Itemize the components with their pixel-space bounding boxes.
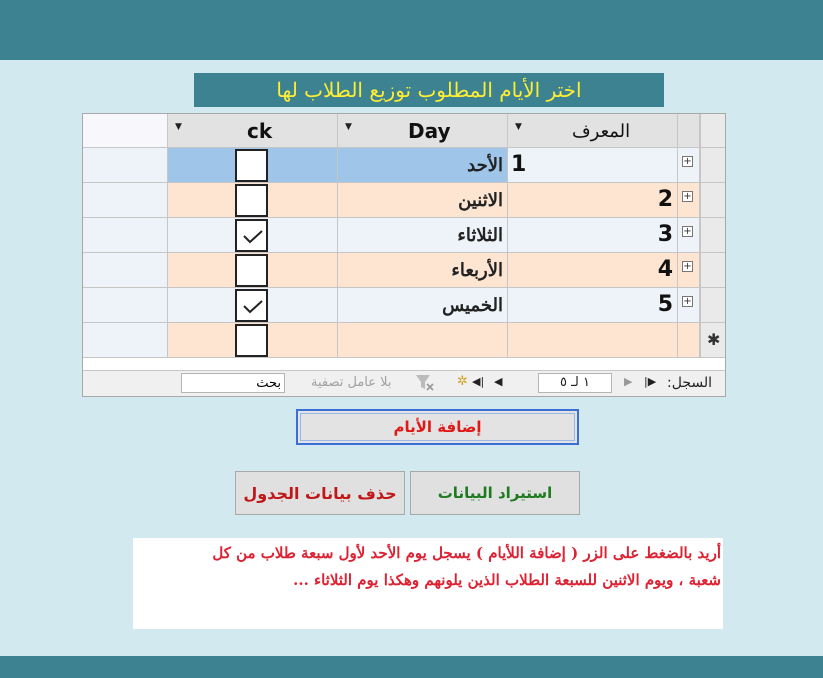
next-record-icon[interactable]: ◀	[494, 375, 503, 388]
day-cell[interactable]	[338, 183, 508, 218]
day-value: الأربعاء	[451, 260, 503, 281]
id-value: 2	[657, 187, 673, 212]
sort-arrow-icon[interactable]: ▼	[515, 122, 522, 132]
previous-record-icon[interactable]: ▶	[624, 375, 633, 388]
row-selector[interactable]	[700, 218, 726, 253]
day-cell[interactable]	[338, 288, 508, 323]
form-title: اختر الأيام المطلوب توزيع الطلاب لها	[194, 73, 664, 107]
new-expand-cell	[678, 323, 700, 358]
day-value: الاثنين	[458, 190, 503, 211]
sort-arrow-icon[interactable]: ▼	[345, 122, 352, 132]
ck-checkbox[interactable]	[235, 149, 268, 182]
row-selector[interactable]	[700, 253, 726, 288]
instruction-note	[133, 538, 723, 629]
ck-checkbox[interactable]	[235, 254, 268, 287]
delete-table-data-button[interactable]: حذف بيانات الجدول	[235, 471, 405, 515]
day-cell[interactable]	[338, 148, 508, 183]
ck-cell[interactable]	[168, 148, 338, 183]
id-cell[interactable]	[508, 253, 678, 288]
id-cell[interactable]	[508, 218, 678, 253]
no-filter-icon[interactable]	[415, 374, 435, 392]
day-cell[interactable]	[338, 218, 508, 253]
row-expand-cell	[678, 183, 700, 218]
first-record-icon[interactable]: |▶	[644, 375, 657, 388]
row-selector[interactable]	[700, 288, 726, 323]
row-left-gutter	[83, 253, 168, 288]
add-days-button[interactable]: إضافة الأيام	[296, 409, 579, 445]
ck-checkbox[interactable]	[235, 324, 268, 357]
column-header-ck[interactable]	[168, 114, 338, 148]
plus-expand-icon[interactable]: +	[683, 226, 692, 237]
day-cell[interactable]	[338, 253, 508, 288]
id-value: 3	[657, 222, 673, 247]
bottom-banner	[0, 656, 823, 678]
ck-checkbox[interactable]	[235, 289, 268, 322]
id-cell[interactable]	[508, 288, 678, 323]
record-navigation-bar	[83, 370, 725, 396]
row-left-gutter	[83, 288, 168, 323]
new-day-cell[interactable]	[338, 323, 508, 358]
day-value: الثلاثاء	[457, 225, 503, 246]
new-ck-cell[interactable]	[168, 323, 338, 358]
column-header-ck-label: ck	[247, 119, 273, 143]
grid-corner-cell	[83, 114, 168, 148]
plus-expand-icon[interactable]: +	[683, 261, 692, 272]
row-expand-cell	[678, 288, 700, 323]
new-record-icon: ✱	[707, 330, 721, 349]
ck-cell[interactable]	[168, 218, 338, 253]
plus-expand-icon[interactable]: +	[683, 296, 692, 307]
plus-expand-icon[interactable]: +	[683, 191, 692, 202]
days-datasheet[interactable]	[82, 113, 726, 397]
import-data-button[interactable]: استيراد البيانات	[410, 471, 580, 515]
row-expand-cell	[678, 148, 700, 183]
new-id-cell[interactable]	[508, 323, 678, 358]
ck-cell[interactable]	[168, 288, 338, 323]
sort-arrow-icon[interactable]: ▼	[175, 122, 182, 132]
row-left-gutter	[83, 323, 168, 358]
id-value: 5	[657, 292, 673, 317]
row-expand-cell	[678, 218, 700, 253]
note-line-1: أريد بالضغط على الزر ( إضافة اللأيام ) يسجل يوم الأحد لأول سبعة طلاب من كل	[212, 544, 721, 562]
column-header-day-label: Day	[408, 119, 451, 143]
row-selector[interactable]	[700, 148, 726, 183]
ck-cell[interactable]	[168, 253, 338, 288]
plus-expand-icon[interactable]: +	[683, 156, 692, 167]
record-label: السجل:	[667, 375, 713, 391]
row-left-gutter	[83, 183, 168, 218]
filter-status-label[interactable]: بلا عامل تصفية	[311, 375, 392, 390]
search-input[interactable]	[181, 373, 285, 393]
day-value: الأحد	[467, 155, 503, 176]
record-count-value: ١ لـ ٥	[538, 373, 612, 393]
note-line-2: شعبة ، ويوم الاثنين للسبعة الطلاب الذين يلونهم وهكذا يوم الثلاثاء ...	[293, 571, 721, 589]
expand-column-header	[678, 114, 700, 148]
row-expand-cell	[678, 253, 700, 288]
id-cell[interactable]	[508, 148, 678, 183]
checkmark-icon	[243, 230, 263, 244]
row-selector[interactable]	[700, 183, 726, 218]
select-all-corner[interactable]	[700, 114, 726, 148]
id-value: 1	[511, 152, 527, 177]
new-record-nav-icon[interactable]: ✲	[457, 374, 468, 389]
id-cell[interactable]	[508, 183, 678, 218]
ck-checkbox[interactable]	[235, 184, 268, 217]
ck-cell[interactable]	[168, 183, 338, 218]
column-header-id[interactable]	[508, 114, 678, 148]
row-left-gutter	[83, 218, 168, 253]
row-left-gutter	[83, 148, 168, 183]
day-value: الخميس	[442, 295, 503, 316]
top-banner	[0, 0, 823, 60]
column-header-id-label: المعرف	[572, 121, 631, 142]
column-header-day[interactable]	[338, 114, 508, 148]
checkmark-icon	[243, 300, 263, 314]
last-record-icon[interactable]: ◀|	[472, 375, 485, 388]
ck-checkbox[interactable]	[235, 219, 268, 252]
new-record-selector[interactable]	[700, 323, 726, 358]
id-value: 4	[657, 257, 673, 282]
